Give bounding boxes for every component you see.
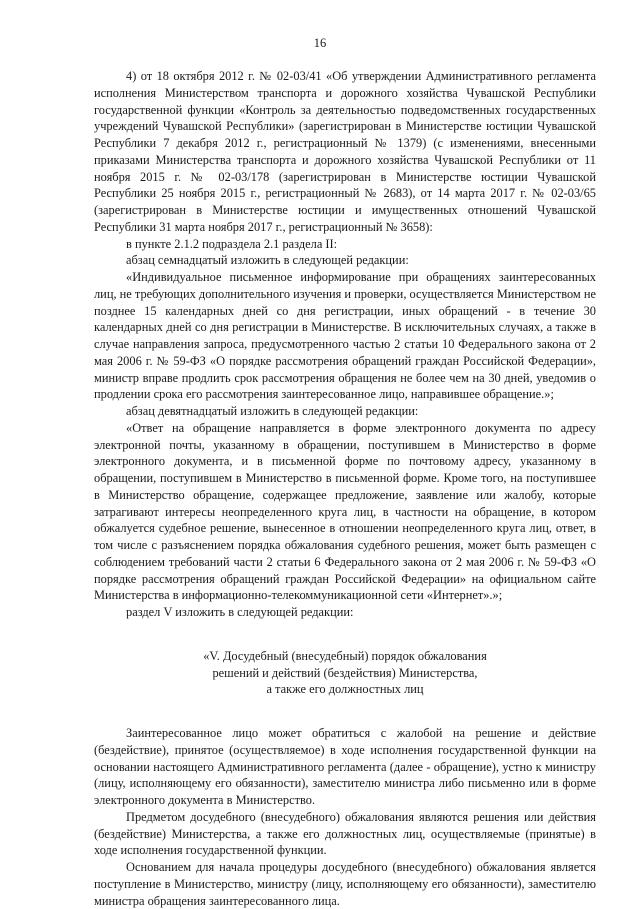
paragraph-abzac-17-text: «Индивидуальное письменное информирование при обращениях заинтересованных лиц, не требующих дополнительного изучения и проверки, осуществляется Министерством не позднее 15 календарных дней со дня регистрации, иных обращений - в течение 30 календарных дней со дня регистрации в Министерстве. В исключительных случаях, а также в случае направления запроса, предусмотренного частью 2 статьи 10 Федерального закона от 2 мая 2006 г. № 59-ФЗ «О порядке рассмотрения обращений граждан Российской Федерации», министр вправе продлить срок рассмотрения обращения не более чем на 30 дней, уведомив о продлении срока его рассмотрения заинтересованное лицо, направившее обращение.»; <box>94 270 596 402</box>
page-number: 16 <box>313 36 327 50</box>
paragraph-abzac-19-intro: абзац девятнадцатый изложить в следующей редакции: <box>126 404 419 418</box>
section-heading-line: «V. Досудебный (внесудебный) порядок обжалования <box>203 648 487 663</box>
section-heading-line: а также его должностных лиц <box>266 682 424 697</box>
paragraph-abzac-19-text: «Ответ на обращение направляется в форме электронного документа по адресу электронной почты, указанному в обращении, поступившем в Министерство в форме электронного документа, и в письменной форме по почтовому адресу, указанному в обращении, поступившем в Министерство в письменной форме. Кроме того, на поступившее в Министерство обращение, содержащее предложение, заявление или жалобу, которые затрагивают интересы неопределенного круга лиц, в частности на обращение, в котором обжалуется судебное решение, вынесенное в отношении неопределенного круга лиц, ответ, в том числе с разъяснением порядка обжалования судебного решения, может быть размещен с соблюдением требований части 2 статьи 6 Федерального закона от 2 мая 2006 г. № 59-ФЗ «О порядке рассмотрения обращений граждан Российской Федерации» на официальном сайте Министерства в информационно-телекоммуникационной сети «Интернет».»; <box>94 420 596 603</box>
paragraph-complaint-right: Заинтересованное лицо может обратиться с жалобой на решение и действие (бездействие), принятое (осуществляемое) в ходе исполнения государственной функции на основании настоящего Административного регламента (далее - обращение), устно к министру (лицу, исполняющему его обязанности), заместителю министра либо письменно или в форме электронного документа в Министерство. <box>94 726 596 807</box>
document-body <box>94 68 596 909</box>
section-heading-line: решений и действий (бездействия) Министерства, <box>212 665 478 680</box>
paragraph-order-item-4: 4) от 18 октября 2012 г. № 02-03/41 «Об утверждении Административного регламента исполнения Министерством транспорта и дорожного хозяйства Чувашской Республики государственной функции «Контроль за деятельностью подведомственных государственных учреждений Чувашской Республики» (зарегистрирован в Министерстве юстиции Чувашской Республики 7 декабря 2012 г., регистрационный № 1379) (с изменениями, внесенными приказами Министерства транспорта и дорожного хозяйства Чувашской Республики от 11 ноября 2015 г. № 02-03/178 (зарегистрирован в Министерстве юстиции Чувашской Республики 25 ноября 2015 г., регистрационный № 2683), от 14 марта 2017 г. № 02-03/65 (зарегистрирован в Министерстве юстиции и имущественных отношений Чувашской Республики 31 марта ноября 2017 г., регистрационный № 3658): <box>94 69 596 234</box>
section-v-heading <box>94 648 596 698</box>
paragraph-amendment-point: в пункте 2.1.2 подраздела 2.1 раздела II: <box>126 236 338 251</box>
paragraph-section-v-intro: раздел V изложить в следующей редакции: <box>126 605 354 619</box>
paragraph-appeal-subject: Предметом досудебного (внесудебного) обжалования являются решения или действия (бездействие) Министерства, а также его должностных лиц, осуществляемые (принятые) в ходе исполнения государственной функции. <box>94 809 596 858</box>
paragraph-appeal-basis: Основанием для начала процедуры досудебного (внесудебного) обжалования является поступление в Министерство, министру (лицу, исполняющему его обязанности), заместителю министра обращения заинтересованного лица. <box>94 860 596 908</box>
paragraph-abzac-17-intro: абзац семнадцатый изложить в следующей редакции: <box>126 253 409 268</box>
